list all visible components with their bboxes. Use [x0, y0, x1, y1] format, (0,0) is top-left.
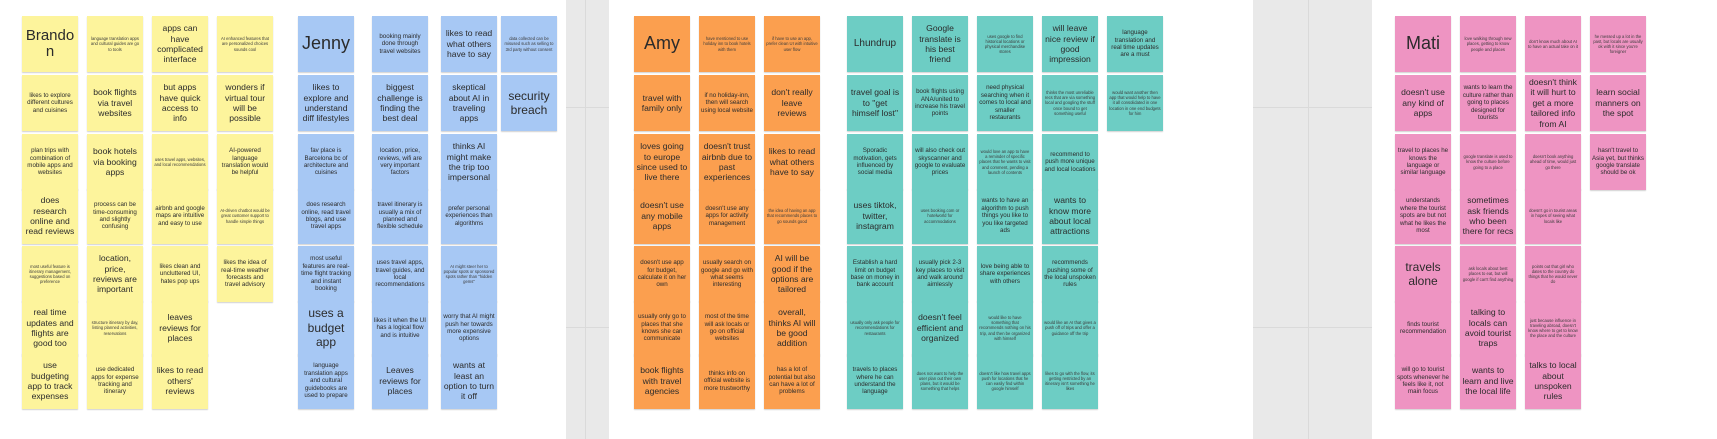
sticky-note-brandon[interactable]: Brandon: [22, 16, 78, 72]
sticky-note[interactable]: doesn't use app for budget, calculate it on her own: [634, 246, 690, 302]
sticky-note[interactable]: language translation and real time updates are a must: [1107, 16, 1163, 72]
sticky-note[interactable]: likes the idea of real-time weather forecasts and travel advisory: [217, 246, 273, 302]
sticky-note[interactable]: would love an app to have a reminder of specific places that he wants to visit and comment, pending a launch of contents: [977, 134, 1033, 190]
sticky-note[interactable]: learn social manners on the spot: [1590, 75, 1646, 131]
sticky-note[interactable]: use budgeting app to track expenses: [22, 353, 78, 409]
sticky-note[interactable]: doesn't use any apps for activity management: [699, 188, 755, 244]
sticky-note[interactable]: location, price, reviews are important: [87, 246, 143, 302]
sticky-note[interactable]: doesn't use any mobile apps: [634, 188, 690, 244]
sticky-note[interactable]: doesn't use any kind of apps: [1395, 75, 1451, 131]
sticky-note[interactable]: security breach: [501, 75, 557, 131]
sticky-note[interactable]: does not want to help the user plan out their own plans, but it would be something that helps: [912, 353, 968, 409]
sticky-note[interactable]: if no holiday-inn, then will search using local website: [699, 75, 755, 131]
sticky-note[interactable]: does research online and read reviews: [22, 188, 78, 244]
sticky-note[interactable]: would like an AI that gives a push off of trips and offer a guidance off the trip: [1042, 300, 1098, 356]
sticky-note[interactable]: AI-driven chatbot would be great customer support to handle simple things: [217, 188, 273, 244]
sticky-note[interactable]: AI will be good if the options are tailored: [764, 246, 820, 302]
sticky-note[interactable]: fav place is Barcelona bc of architecture and cuisines: [298, 134, 354, 190]
sticky-note[interactable]: points out that girl who dates to the country do things that he would never do: [1525, 246, 1581, 302]
sticky-note[interactable]: usually only ask people for recommendations for restaurants: [847, 300, 903, 356]
sticky-note[interactable]: travels alone: [1395, 246, 1451, 302]
sticky-note[interactable]: wants to learn the culture rather than going to places designed for tourists: [1460, 75, 1516, 131]
sticky-note-jenny[interactable]: Jenny: [298, 16, 354, 72]
sticky-note[interactable]: sometimes ask friends who been there for recs: [1460, 188, 1516, 244]
grid-line: [1308, 0, 1309, 439]
sticky-note[interactable]: biggest challenge is finding the best deal: [372, 75, 428, 131]
sticky-note[interactable]: just because influence in traveling abroad, doesn't know where to get to know the place and the culture: [1525, 300, 1581, 356]
sticky-note[interactable]: travels to places where he can understand the language: [847, 353, 903, 409]
sticky-note[interactable]: doesn't go in tourist areas in hopes of seeing what locals like: [1525, 188, 1581, 244]
sticky-note[interactable]: likes to explore and understand diff lifestyles: [298, 75, 354, 131]
sticky-note[interactable]: wants to have an algorithm to push things you like to you like targeted ads: [977, 188, 1033, 244]
sticky-note[interactable]: have mentioned to use holiday inn to book hotels with them: [699, 16, 755, 72]
sticky-note[interactable]: has a lot of potential but also can have a lot of problems: [764, 353, 820, 409]
sticky-note[interactable]: apps can have complicated interface: [152, 16, 208, 72]
sticky-note[interactable]: Leaves reviews for places: [372, 353, 428, 409]
sticky-note[interactable]: prefer personal experiences than algorithms: [441, 188, 497, 244]
sticky-note[interactable]: recommends pushing some of the local unspoken rules: [1042, 246, 1098, 302]
sticky-note[interactable]: uses travel apps, websites, and local recommendations: [152, 134, 208, 190]
sticky-note[interactable]: likes to read others' reviews: [152, 353, 208, 409]
sticky-note[interactable]: data collected can be misused such as selling to 3rd party without consent: [501, 16, 557, 72]
sticky-note[interactable]: he messed up a lot in the past, but locals are usually ok with it since you're foreigner: [1590, 16, 1646, 72]
sticky-note[interactable]: uses travel apps, travel guides, and local recommendations: [372, 246, 428, 302]
sticky-note[interactable]: thinks AI might make the trip too impersonal: [441, 134, 497, 190]
sticky-note[interactable]: love being able to share experiences with others: [977, 246, 1033, 302]
sticky-note[interactable]: usually search on google and go with what seems interesting: [699, 246, 755, 302]
sticky-note[interactable]: doesn't like how travel apps push for locations that he can easily find within google himself: [977, 353, 1033, 409]
sticky-note[interactable]: AI might steer her to popular spots or sponsored spots rather than "hidden gems": [441, 246, 497, 302]
sticky-note[interactable]: thinks info on official website is more trustworthy: [699, 353, 755, 409]
sticky-note[interactable]: finds tourist recommendation: [1395, 300, 1451, 356]
sticky-note[interactable]: location, price, reviews, wifi are very important factors: [372, 134, 428, 190]
sticky-note[interactable]: usually only go to places that she knows she can communicate: [634, 300, 690, 356]
sticky-note[interactable]: wants to know more about local attractions: [1042, 188, 1098, 244]
sticky-note[interactable]: uses google to find historical locations or physical merchandise stores: [977, 16, 1033, 72]
sticky-note[interactable]: book flights with travel agencies: [634, 353, 690, 409]
sticky-note[interactable]: AI enhanced features that are personalized choices sounds cool: [217, 16, 273, 72]
sticky-note[interactable]: google translate is used to know the culture before going to a place: [1460, 134, 1516, 190]
sticky-note[interactable]: need physical searching when it comes to local and smaller restaurants: [977, 75, 1033, 131]
grid-line: [585, 0, 586, 439]
sticky-note[interactable]: talks to local about unspoken rules: [1525, 353, 1581, 409]
sticky-note[interactable]: ask locals about best places to eat, but will google if can't find anything: [1460, 246, 1516, 302]
sticky-note[interactable]: uses tiktok, twitter, instagram: [847, 188, 903, 244]
sticky-note[interactable]: talking to locals can avoid tourist traps: [1460, 300, 1516, 356]
sticky-note[interactable]: likes to explore different cultures and cuisines: [22, 75, 78, 131]
sticky-note[interactable]: book flights via travel websites: [87, 75, 143, 131]
sticky-note[interactable]: Establish a hard limit on budget base on money in bank account: [847, 246, 903, 302]
sticky-note[interactable]: likes to go with the flow, its getting restricted by an itinerary isn't something he likes: [1042, 353, 1098, 409]
sticky-note[interactable]: structure itinerary by day, listing planned activities, reservations: [87, 300, 143, 356]
sticky-note[interactable]: don't know much about AI to have an actual take on it: [1525, 16, 1581, 72]
sticky-note[interactable]: travel to places he knows the language or similar language: [1395, 134, 1451, 190]
sticky-note[interactable]: understands where the tourist spots are but not what he likes the most: [1395, 188, 1451, 244]
sticky-note[interactable]: wants at least an option to turn it off: [441, 353, 497, 409]
sticky-note[interactable]: book flights using ANA/united to increase his travel points: [912, 75, 968, 131]
sticky-note[interactable]: travel goal is to "get himself lost": [847, 75, 903, 131]
sticky-note[interactable]: loves going to europe since used to live there: [634, 134, 690, 190]
sticky-note[interactable]: booking mainly done through travel websites: [372, 16, 428, 72]
sticky-note-mati[interactable]: Mati: [1395, 16, 1451, 72]
sticky-note[interactable]: likes to read what others have to say: [441, 16, 497, 72]
sticky-note[interactable]: travel itinerary is usually a mix of planned and flexible schedule: [372, 188, 428, 244]
sticky-note[interactable]: travel with family only: [634, 75, 690, 131]
sticky-note[interactable]: doesn't think it will hurt to get a more tailored info from AI: [1525, 75, 1581, 131]
sticky-note[interactable]: will also check out skyscanner and google to evaluate prices: [912, 134, 968, 190]
sticky-note[interactable]: likes to read what others have to say: [764, 134, 820, 190]
sticky-note[interactable]: skeptical about AI in traveling apps: [441, 75, 497, 131]
sticky-note[interactable]: hasn't travel to Asia yet, but thinks google translate should be ok: [1590, 134, 1646, 190]
sticky-note[interactable]: doesn't book anything ahead of time, would just go there: [1525, 134, 1581, 190]
sticky-note[interactable]: most useful features are real-time flight tracking and instant booking: [298, 246, 354, 302]
sticky-note[interactable]: airbnb and google maps are intuitive and easy to use: [152, 188, 208, 244]
sticky-note[interactable]: wonders if virtual tour will be possible: [217, 75, 273, 131]
sticky-note[interactable]: but apps have quick access to info: [152, 75, 208, 131]
sticky-note[interactable]: most useful feature is itinerary management, suggestions based on preference: [22, 246, 78, 302]
sticky-note[interactable]: real time updates and flights are good too: [22, 300, 78, 356]
sticky-note[interactable]: uses a budget app: [298, 300, 354, 356]
sticky-note[interactable]: overall, thinks AI will be good addition: [764, 300, 820, 356]
sticky-note[interactable]: language translation apps and cultural guides are go to tools: [87, 16, 143, 72]
sticky-note[interactable]: language translation apps and cultural guidebooks are used to prepare: [298, 353, 354, 409]
sticky-note[interactable]: usually pick 2-3 key places to visit and walk around aimlessly: [912, 246, 968, 302]
sticky-note[interactable]: uses booking.com or hotelworld for accommodations: [912, 188, 968, 244]
sticky-note[interactable]: book hotels via booking apps: [87, 134, 143, 190]
sticky-note[interactable]: would want another then app that would help to have it all consolidated in one location in one end budgets for him: [1107, 75, 1163, 131]
sticky-note[interactable]: the idea of having an app that recommends places to go sounds good: [764, 188, 820, 244]
sticky-note[interactable]: Sporadic motivation, gets influenced by social media: [847, 134, 903, 190]
sticky-note[interactable]: plan trips with combination of mobile apps and websites: [22, 134, 78, 190]
sticky-note[interactable]: worry that AI might push her towards more expensive options: [441, 300, 497, 356]
sticky-note[interactable]: likes it when the UI has a logical flow and is intuitive: [372, 300, 428, 356]
sticky-note[interactable]: does research online, read travel blogs, and use travel apps: [298, 188, 354, 244]
sticky-note-lhundrup[interactable]: Lhundrup: [847, 16, 903, 72]
sticky-note[interactable]: wants to learn and live the local life: [1460, 353, 1516, 409]
sticky-note[interactable]: recommend to push more unique and local locations: [1042, 134, 1098, 190]
sticky-note[interactable]: if have to use an app, prefer clean UI with intuitive user flow: [764, 16, 820, 72]
sticky-note[interactable]: doesn't trust airbnb due to past experiences: [699, 134, 755, 190]
sticky-note[interactable]: will leave nice review if good impression: [1042, 16, 1098, 72]
sticky-note[interactable]: process can be time-consuming and slightly confusing: [87, 188, 143, 244]
sticky-note[interactable]: use dedicated apps for expense tracking and itinerary: [87, 353, 143, 409]
sticky-note[interactable]: love walking through new places, getting to know people and places: [1460, 16, 1516, 72]
sticky-note[interactable]: doesn't feel efficient and organized: [912, 300, 968, 356]
sticky-note[interactable]: would like to have something that recommends nothing on his trip, and then be organized with himself: [977, 300, 1033, 356]
sticky-note[interactable]: will go to tourist spots whenever he feels like it, not main focus: [1395, 353, 1451, 409]
sticky-note-amy[interactable]: Amy: [634, 16, 690, 72]
sticky-note[interactable]: most of the time will ask locals or go on official websites: [699, 300, 755, 356]
sticky-note[interactable]: AI-powered language translation would be helpful: [217, 134, 273, 190]
sticky-note[interactable]: leaves reviews for places: [152, 300, 208, 356]
sticky-note[interactable]: thinks the most unreliable recs that are via something local and googling the stuff once bound to get something useful: [1042, 75, 1098, 131]
sticky-note[interactable]: don't really leave reviews: [764, 75, 820, 131]
sticky-note[interactable]: Google translate is his best friend: [912, 16, 968, 72]
sticky-note[interactable]: likes clean and uncluttered UI, hates pop ups: [152, 246, 208, 302]
